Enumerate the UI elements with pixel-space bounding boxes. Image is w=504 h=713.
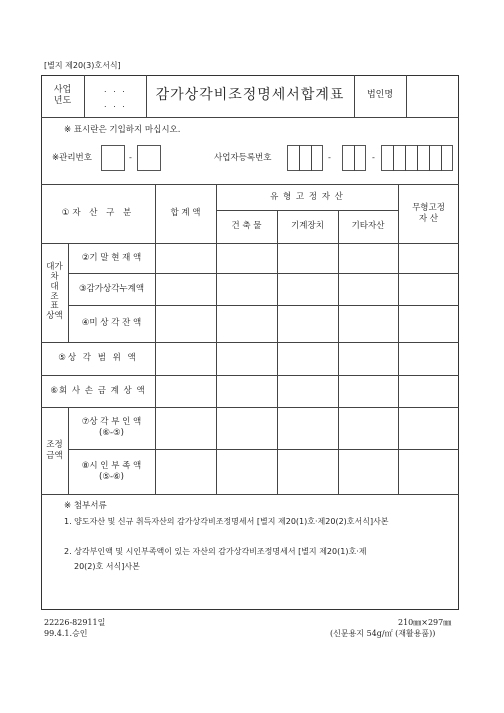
year-start-dots: . . . (104, 85, 127, 94)
adjustment-group-label: 조정 금액 (46, 439, 63, 461)
row-depreciation-limit: ⑤상 각 범 위 액 (58, 353, 138, 364)
attachment-item-2-line2: 20(2)호 서식]사본 (74, 562, 140, 571)
mgmt-no-box-1[interactable] (101, 145, 125, 171)
paper-spec: (신문용지 54g/㎡ (재활용품)) (330, 629, 436, 638)
col-other-assets: 기타자산 (351, 221, 385, 232)
corp-name-label: 법인명 (366, 90, 394, 101)
dash: - (328, 153, 331, 162)
mgmt-no-box-2[interactable] (137, 145, 161, 171)
business-reg-label: 사업자등록번호 (214, 153, 272, 163)
col-tangible-assets: 유 형 고 정 자 산 (270, 191, 344, 202)
form-title: 감가상각비조정명세서합계표 (155, 87, 345, 104)
row-depreciation-shortfall: ⑧시 인 부 족 액 (⑤-⑥) (81, 460, 142, 482)
row-company-expense: ⑥회 사 손 금 계 상 액 (50, 385, 146, 396)
dash: - (372, 153, 375, 162)
row-period-end-amount: ②기 말 현 재 액 (81, 252, 142, 263)
form-number: [별지 제20(3)호서식] (44, 61, 121, 70)
year-end-dots: . . . (104, 100, 127, 109)
col-machinery: 기계장치 (291, 221, 324, 232)
notice-text: ※ 표시란은 기입하지 마십시오. (64, 125, 181, 135)
management-number-label: ※관리번호 (52, 153, 92, 163)
row-depreciation-disallowed: ⑦상 각 부 인 액 (⑥-⑤) (81, 417, 142, 438)
col-asset-category: ①자 산 구 분 (61, 208, 135, 219)
form-code: 22226-82911일 (44, 618, 106, 627)
row-accumulated-depreciation: ③감가상각누계액 (78, 283, 145, 294)
business-year-label: 사업 년도 (53, 84, 72, 106)
bizreg-box-1[interactable] (287, 145, 323, 171)
paper-size: 210㎜×297㎜ (398, 618, 452, 627)
corp-name-field[interactable] (407, 76, 458, 116)
row-undepreciated-balance: ④미 상 각 잔 액 (81, 318, 142, 329)
col-total-amount: 합 계 액 (170, 208, 201, 219)
approval-date: 99.4.1.승인 (44, 629, 88, 638)
attachment-item-2-line1: 2. 상각부인액 및 시인부족액이 있는 자산의 감가상각비조정명세서 [별지 제20(1)호·제 (64, 547, 367, 556)
col-intangible-assets: 무형고정 자 산 (412, 202, 445, 224)
balance-sheet-group-label: 대가 차 대 조 표 상액 (46, 262, 63, 322)
attachment-item-1: 1. 양도자산 및 신규 취득자산의 감가상각비조정명세서 [별지 제20(1)호·제20(2)호서식]사본 (64, 517, 389, 526)
col-building: 건 축 물 (231, 221, 262, 232)
attachments-title: ※ 첨부서류 (64, 501, 107, 511)
dash: - (129, 153, 132, 162)
